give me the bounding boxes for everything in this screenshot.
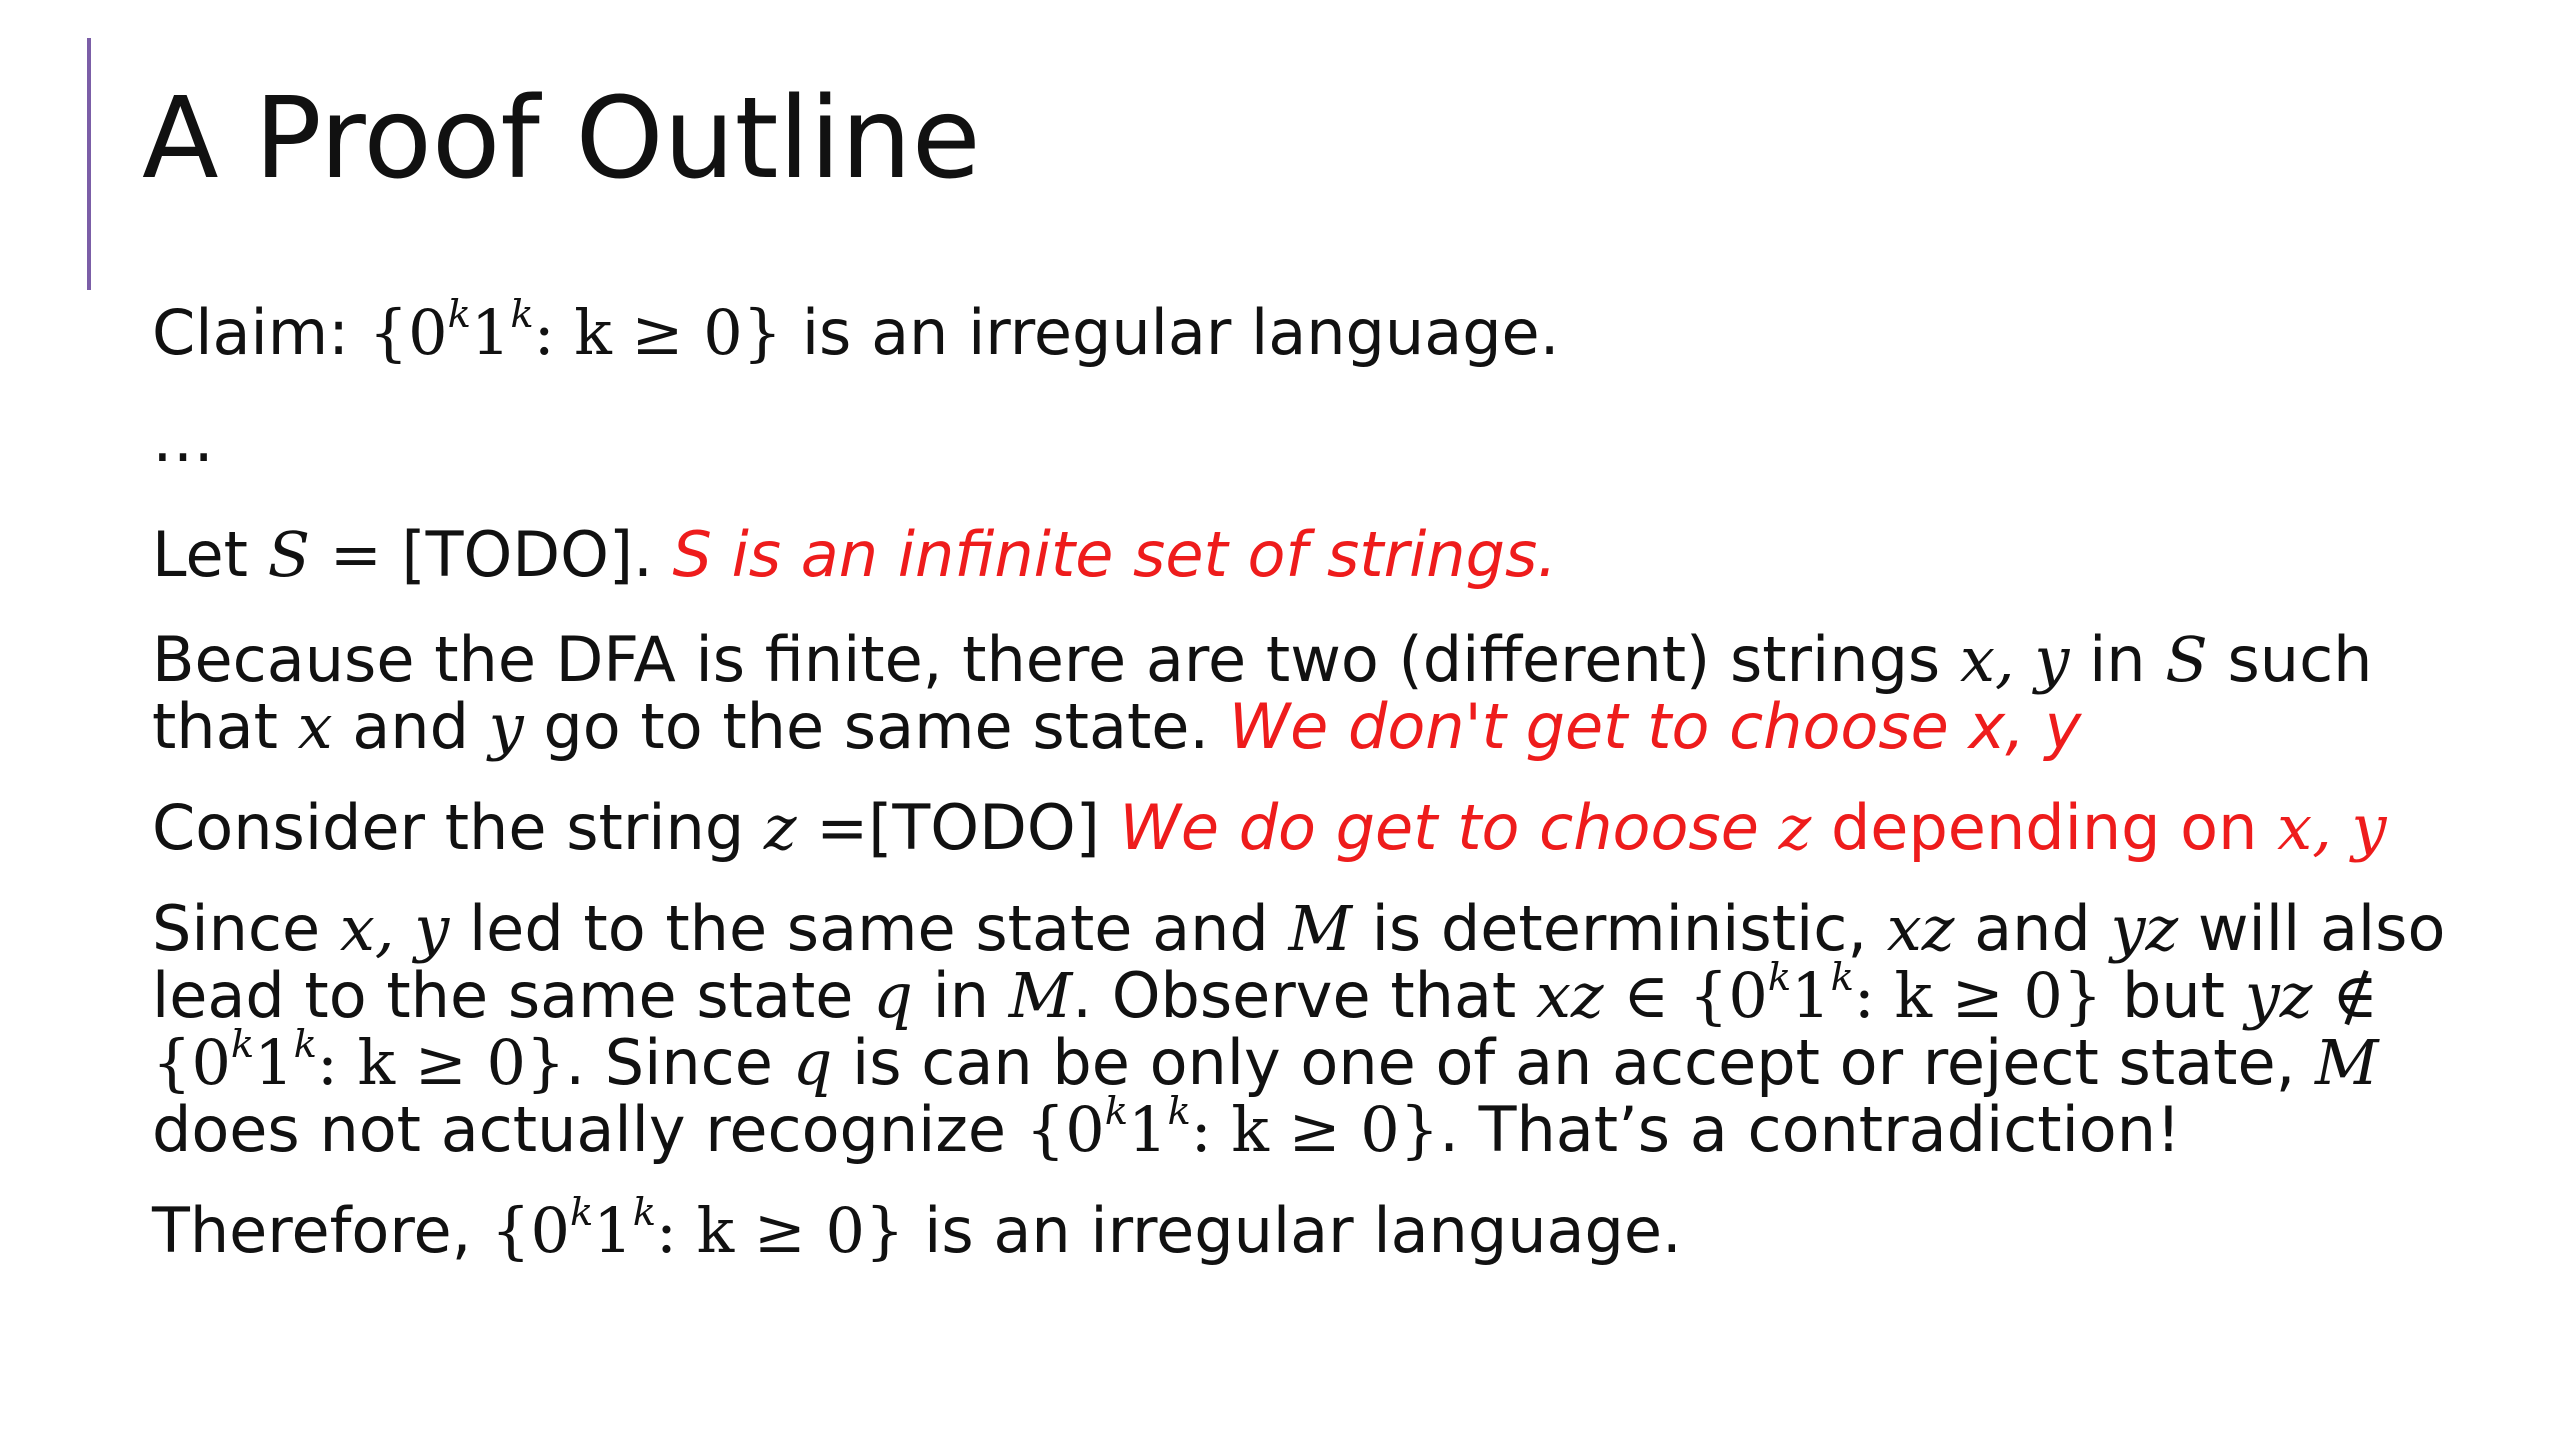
language-expression: {0$^k$1$^k$: k ≥ 0} — [1688, 954, 2103, 1032]
infinite-set-note: S is an infinite set of strings. — [672, 517, 1557, 591]
language-expression: {0$^k$1$^k$: k ≥ 0} — [491, 1189, 905, 1267]
language-expression: {0$^k$1$^k$: k ≥ 0} — [368, 292, 783, 369]
because-paragraph: Because the DFA is finite, there are two (different) strings x, y in S such that x and y go to the same state. We don't get to choose x, y — [152, 622, 2373, 763]
set-S: S — [267, 517, 311, 591]
slide-title: A Proof Outline — [142, 74, 981, 204]
slide-body — [152, 292, 2462, 1267]
claim-prefix: Claim: — [152, 296, 369, 369]
language-expression: {0$^k$1$^k$: k ≥ 0} — [152, 1021, 566, 1099]
choose-z-note: We do get to choose z — [1119, 790, 1812, 864]
therefore-paragraph: Therefore, {0$^k$1$^k$: k ≥ 0} is an irregular language. — [152, 1189, 1682, 1267]
claim-suffix: is an irregular language. — [782, 296, 1560, 369]
claim-paragraph — [152, 292, 2462, 369]
choose-xy-note: We don't get to choose x, y — [1228, 689, 2082, 763]
consider-paragraph: Consider the string z =[TODO] We do get to choose z depending on x, y — [152, 790, 2387, 864]
ellipsis-paragraph: … — [152, 402, 214, 476]
language-expression: {0$^k$1$^k$: k ≥ 0} — [1025, 1088, 1440, 1166]
since-paragraph: Since x, y led to the same state and M is deterministic, xz and yz will also lead to the same state q in M. Observe that xz ∈ {0$^k$1$^k$: k ≥ 0} but yz ∉ {0$^k$1$^k$: k ≥ 0}. Since q is can be only one of an accept or reject state, M does not actually recognize {0$^k$1$^k$: k ≥ 0}. That’s a contradiction! — [152, 891, 2446, 1166]
title-accent-bar — [87, 38, 91, 290]
let-paragraph: Let S = [TODO]. S is an infinite set of strings. — [152, 517, 1557, 591]
